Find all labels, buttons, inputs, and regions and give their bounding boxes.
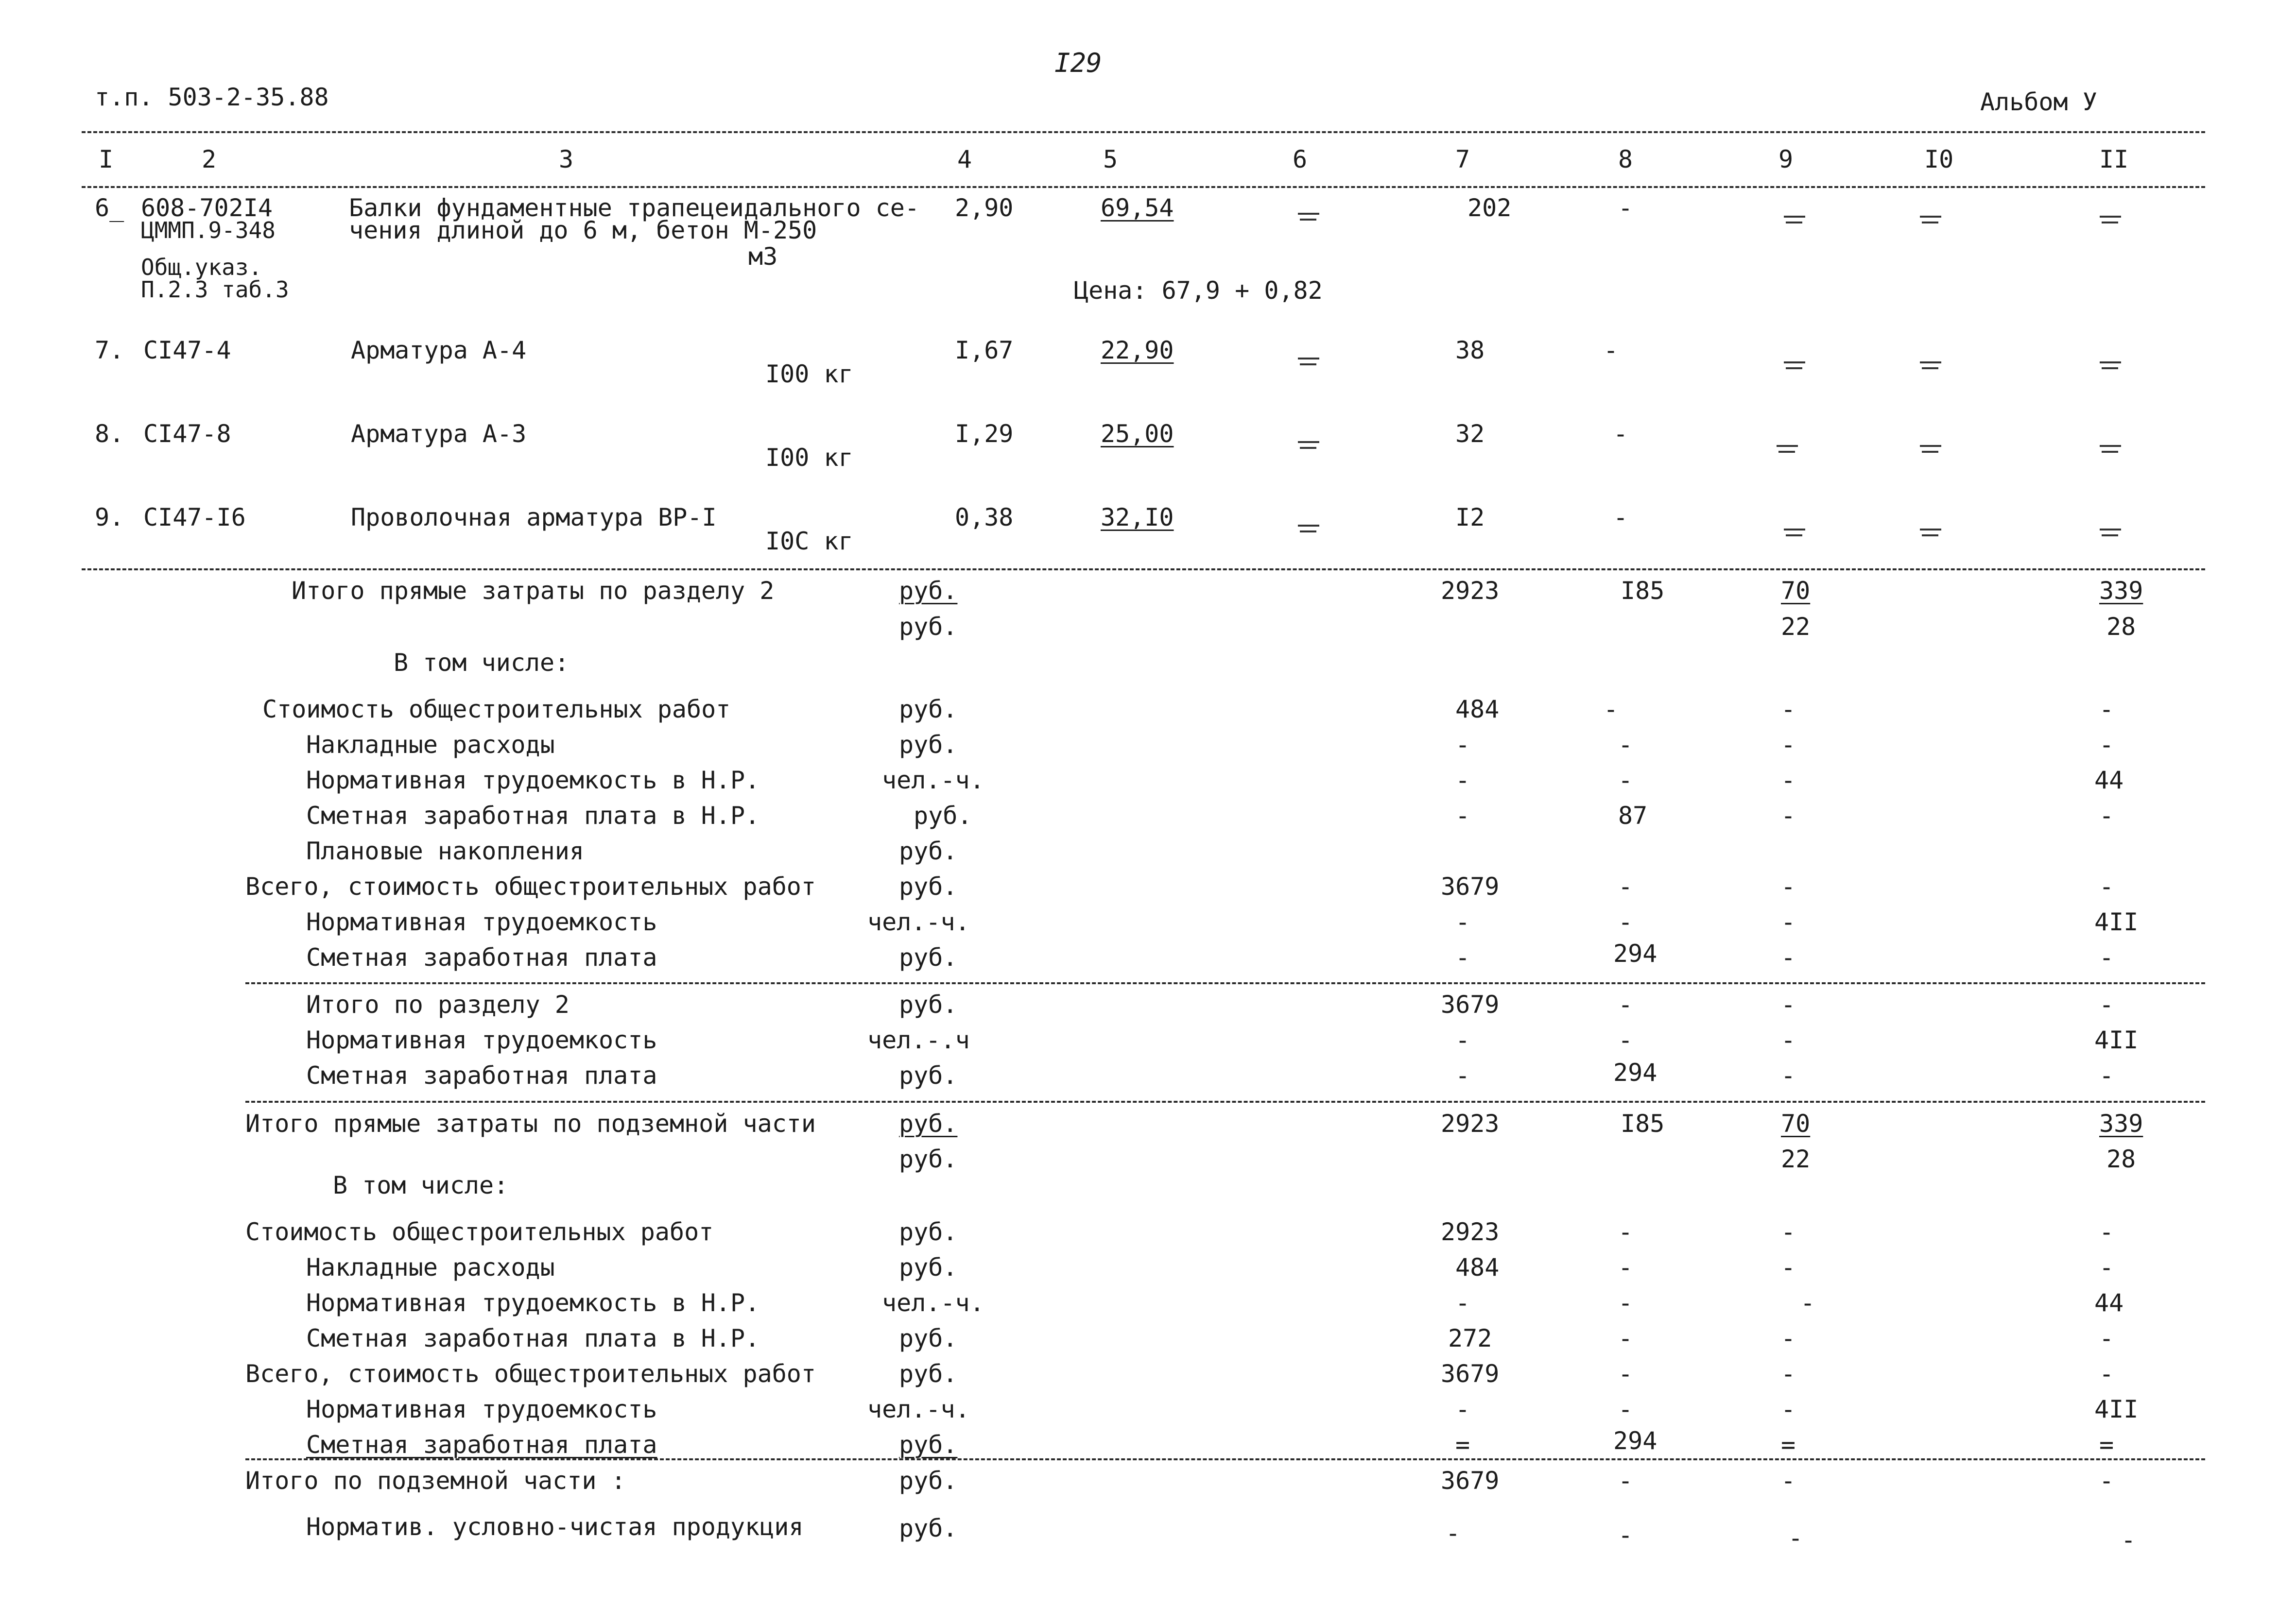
item-unit: I00 кг [765,444,853,472]
row-label: Накладные расходы [306,1253,555,1282]
rule-section2-breakdown-end [245,982,2205,984]
row-col7: 484 [1455,1253,1500,1282]
item-total: 32 [1455,420,1485,448]
row-col8: 294 [1613,1427,1657,1455]
row-label: Нормативная трудоемкость [306,1395,657,1423]
row-col7: - [1455,731,1470,759]
row-col9: - [1781,1026,1796,1054]
row-col11: - [2099,731,2114,759]
page-number: I29 [1054,48,1102,78]
row-label: Сметная заработная плата [306,1061,657,1090]
item-quantity: I,67 [955,336,1014,364]
row-unit-secondary: руб. [899,1145,958,1173]
row-label: Стоимость общестроительных работ [262,695,731,723]
row-col7: 2923 [1441,1110,1500,1138]
ditto-mark [1917,526,1944,538]
row-label: Сметная заработная плата в Н.Р. [306,802,760,830]
row-col11: - [2099,1324,2114,1352]
item-col8: - [1604,336,1619,364]
row-col7: - [1446,1519,1461,1547]
col-header-3: 3 [559,145,574,173]
item-col8: - [1613,420,1628,448]
row-col7: - [1455,943,1470,972]
row-col8: 87 [1618,802,1648,830]
ditto-mark [1295,210,1322,222]
row-col8: - [1618,872,1633,901]
row-col8: - [1618,766,1633,794]
item-number: 9. [95,503,124,531]
row-col9: - [1781,1395,1796,1423]
ditto-mark [1295,438,1322,451]
item-name: Арматура А-3 [351,420,527,448]
row-col11: 339 [2099,1110,2143,1138]
col-header-11: II [2099,145,2129,173]
row-unit-secondary: руб. [899,613,958,641]
row-col8: 294 [1613,940,1657,968]
item-unit: I0С кг [765,527,853,555]
item-quantity: 2,90 [955,194,1014,222]
row-col7: 484 [1455,695,1500,723]
row-col8: - [1618,1289,1633,1317]
row-label: Всего, стоимость общестроительных работ [245,1360,816,1388]
row-col7: 2923 [1441,1218,1500,1246]
item-unit: м3 [748,242,778,271]
row-col7: 272 [1448,1324,1492,1352]
item-note-secondary: П.2.3 таб.3 [141,276,289,303]
row-col7: - [1455,1026,1470,1054]
row-col11: - [2099,1467,2114,1495]
row-unit: руб. [899,1360,958,1388]
row-col7: - [1455,766,1470,794]
row-unit: чел.-ч. [867,908,970,936]
row-col11: = [2099,1431,2114,1459]
row-unit: руб. [899,837,958,865]
row-col7: 3679 [1441,1467,1500,1495]
ditto-mark [1917,359,1944,371]
item-name: Проволочная арматура ВР-I [351,503,717,531]
item-price-note: Цена: 67,9 + 0,82 [1074,276,1323,305]
item-col8: - [1618,194,1633,222]
row-unit: руб. [899,872,958,901]
row-unit: руб. [899,1514,958,1542]
row-col9: - [1781,943,1796,972]
ditto-mark [1917,213,1944,225]
row-col9: = [1781,1431,1796,1459]
row-col8: - [1618,1026,1633,1054]
row-label: Нормативная трудоемкость в Н.Р. [306,766,760,794]
item-code: 608-702I4 [141,194,273,222]
row-col11: 4II [2094,1026,2139,1054]
row-col7: 3679 [1441,872,1500,901]
row-col8: I85 [1621,1110,1665,1138]
row-col8: - [1618,1395,1633,1423]
row-unit: руб. [899,1431,958,1459]
ditto-mark [1781,359,1808,371]
item-unit: I00 кг [765,360,853,388]
row-col7: - [1455,908,1470,936]
row-unit: руб. [899,1218,958,1246]
row-unit: чел.-ч. [867,1395,970,1423]
item-name: Арматура А-4 [351,336,527,364]
col-header-8: 8 [1618,145,1633,173]
row-col9: 70 [1781,577,1811,605]
row-col8: - [1618,1521,1633,1549]
row-col9: - [1800,1289,1815,1317]
item-unit-price: 32,I0 [1101,503,1174,531]
row-col8: - [1618,1218,1633,1246]
row-col7: 3679 [1441,991,1500,1019]
row-col9: - [1781,908,1796,936]
row-col8: - [1604,695,1619,723]
row-col7: - [1455,1289,1470,1317]
row-col7: - [1455,1061,1470,1090]
ditto-mark [1295,355,1322,367]
row-col8: - [1618,731,1633,759]
underground-including-label: В том числе: [333,1171,509,1199]
row-unit: руб. [899,1324,958,1352]
ditto-mark [2097,526,2124,538]
row-col11: - [2099,695,2114,723]
row-unit: руб. [914,802,972,830]
row-col8: I85 [1621,577,1665,605]
ditto-mark [2097,442,2124,455]
item-unit-price: 22,90 [1101,336,1174,364]
section2-including-label: В том числе: [394,649,570,677]
row-unit: руб. [899,731,958,759]
row-label: Стоимость общестроительных работ [245,1218,714,1246]
row-col8: - [1618,908,1633,936]
item-code: СI47-4 [143,336,231,364]
item-note: Общ.указ. [141,254,262,280]
row-col8: 294 [1613,1059,1657,1087]
row-col11: - [2121,1526,2136,1554]
row-unit: руб. [899,577,958,605]
row-col8: - [1618,1467,1633,1495]
row-col9: - [1781,1061,1796,1090]
row-label: Итого прямые затраты по разделу 2 [292,577,775,605]
col-header-6: 6 [1293,145,1308,173]
row-label: Итого по разделу 2 [306,991,570,1019]
row-unit: руб. [899,991,958,1019]
item-total: 38 [1455,336,1485,364]
row-label: Итого прямые затраты по подземной части [245,1110,816,1138]
row-col9: - [1788,1524,1803,1552]
row-col9-secondary: 22 [1781,1145,1811,1173]
row-col9: - [1781,1218,1796,1246]
rule-items-end [82,568,2205,570]
ditto-mark [2097,359,2124,371]
row-col9: - [1781,695,1796,723]
row-col9: - [1781,1467,1796,1495]
row-label: Нормативная трудоемкость [306,1026,657,1054]
row-col11: - [2099,1061,2114,1090]
item-code-secondary: ЦММП.9-348 [141,217,276,243]
album-label: Альбом У [1980,88,2097,116]
row-col8: - [1618,1360,1633,1388]
row-unit: руб. [899,1061,958,1090]
col-header-7: 7 [1455,145,1470,173]
item-number: 8. [95,420,124,448]
doc-reference: т.п. 503-2-35.88 [95,83,329,111]
item-number: 7. [95,336,124,364]
row-label: Сметная заработная плата в Н.Р. [306,1324,760,1352]
col-header-4: 4 [957,145,972,173]
col-header-10: I0 [1924,145,1954,173]
item-name-continued: чения длиной до 6 м, бетон М-250 [349,216,817,244]
ditto-mark [1781,213,1808,225]
rule-underground-breakdown-end [245,1458,2205,1460]
row-unit: чел.-ч. [882,1289,984,1317]
row-col11: - [2099,802,2114,830]
row-unit: руб. [899,943,958,972]
row-col11: - [2099,991,2114,1019]
item-code: СI47-I6 [143,503,246,531]
row-label: Плановые накопления [306,837,584,865]
item-quantity: 0,38 [955,503,1014,531]
row-col7: 2923 [1441,577,1500,605]
row-col11: 4II [2094,908,2139,936]
item-name: Балки фундаментные трапецеидального се- [349,194,919,222]
row-label: Нормативная трудоемкость в Н.Р. [306,1289,760,1317]
row-col9: - [1781,802,1796,830]
col-header-2: 2 [202,145,217,173]
row-col8: - [1618,991,1633,1019]
ditto-mark [1774,442,1801,455]
item-col8: - [1613,503,1628,531]
ditto-mark [1917,442,1944,455]
row-col11-secondary: 28 [2106,613,2136,641]
row-col11: - [2099,1253,2114,1282]
ditto-mark [1781,526,1808,538]
row-col11-secondary: 28 [2106,1145,2136,1173]
row-label: Нормативная трудоемкость [306,908,657,936]
rule-section2-end [245,1101,2205,1103]
item-unit-price: 69,54 [1101,194,1174,222]
row-col8: - [1618,1324,1633,1352]
row-col11: - [2099,872,2114,901]
item-code: СI47-8 [143,420,231,448]
row-col7: 3679 [1441,1360,1500,1388]
row-col8: - [1618,1253,1633,1282]
rule-top [82,131,2205,133]
row-col9: - [1781,1324,1796,1352]
item-total: I2 [1455,503,1485,531]
row-unit: руб. [899,695,958,723]
col-header-9: 9 [1778,145,1794,173]
row-col11: - [2099,1360,2114,1388]
row-col7: - [1455,802,1470,830]
row-label: Сметная заработная плата [306,943,657,972]
row-label: Сметная заработная плата [306,1431,657,1459]
row-unit: руб. [899,1110,958,1138]
item-number: 6_ [95,194,124,222]
row-col9: - [1781,766,1796,794]
row-unit: чел.-.ч [867,1026,970,1054]
item-quantity: I,29 [955,420,1014,448]
row-label: Норматив. условно-чистая продукция [306,1513,804,1541]
ditto-mark [2097,213,2124,225]
row-col11: 44 [2094,1289,2124,1317]
row-col11: 4II [2094,1395,2139,1423]
row-col7: = [1455,1431,1470,1459]
row-col9: - [1781,731,1796,759]
row-col9: - [1781,872,1796,901]
row-col11: 339 [2099,577,2143,605]
row-col11: - [2099,1218,2114,1246]
ditto-mark [1295,522,1322,534]
row-label: Итого по подземной части : [245,1467,626,1495]
row-col9: 70 [1781,1110,1811,1138]
row-unit: руб. [899,1467,958,1495]
row-label: Накладные расходы [306,731,555,759]
col-header-1: I [99,145,114,173]
row-col9: - [1781,1253,1796,1282]
row-unit: руб. [899,1253,958,1282]
item-unit-price: 25,00 [1101,420,1174,448]
row-col9: - [1781,1360,1796,1388]
row-col9-secondary: 22 [1781,613,1811,641]
row-col11: 44 [2094,766,2124,794]
row-label: Всего, стоимость общестроительных работ [245,872,816,901]
row-col11: - [2099,943,2114,972]
row-col7: - [1455,1395,1470,1423]
col-header-5: 5 [1103,145,1118,173]
row-col9: - [1781,991,1796,1019]
item-total: 202 [1467,194,1512,222]
rule-header [82,186,2205,188]
row-unit: чел.-ч. [882,766,984,794]
